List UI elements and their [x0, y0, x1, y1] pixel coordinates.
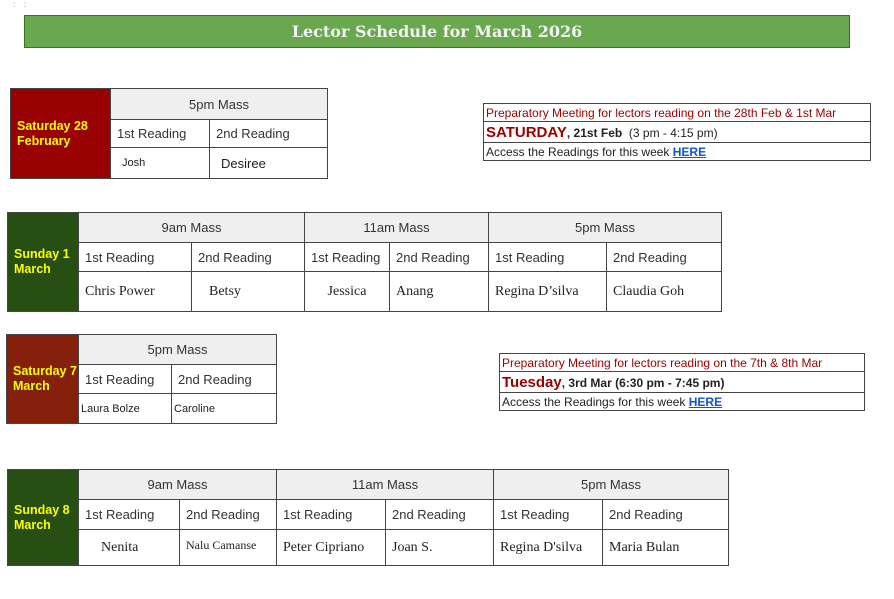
second-reader: Caroline: [172, 394, 277, 424]
meeting-heading: Preparatory Meeting for lectors reading on the 28th Feb & 1st Mar: [484, 104, 871, 122]
second-reader: Claudia Goh: [607, 272, 722, 312]
page-title: Lector Schedule for March 2026: [24, 15, 850, 48]
first-reading-label: 1st Reading: [79, 500, 180, 530]
first-reading-label: 1st Reading: [79, 243, 192, 272]
second-reading-label: 2nd Reading: [386, 500, 494, 530]
meeting-day: Tuesday: [502, 373, 562, 391]
first-reading-label: 1st Reading: [305, 243, 390, 272]
access-text: Access the Readings for this week: [502, 394, 689, 409]
day-label: Sunday 1 March: [8, 213, 79, 312]
second-reading-label: 2nd Reading: [390, 243, 489, 272]
first-reader: Laura Bolze: [79, 394, 172, 424]
meeting-day: SATURDAY: [486, 123, 567, 141]
second-reading-label: 2nd Reading: [180, 500, 277, 530]
second-reader: Joan S.: [386, 530, 494, 566]
first-reader: Jessica: [305, 272, 390, 312]
first-reader: Chris Power: [79, 272, 192, 312]
meeting-time: (3 pm - 4:15 pm): [622, 125, 718, 140]
day-label: Saturday 28 February: [11, 89, 111, 179]
readings-link[interactable]: HERE: [688, 394, 723, 409]
meeting-heading: Preparatory Meeting for lectors reading on the 7th & 8th Mar: [500, 354, 865, 372]
first-reading-label: 1st Reading: [494, 500, 603, 530]
first-reading-label: 1st Reading: [489, 243, 607, 272]
mass-header: 11am Mass: [277, 470, 494, 500]
second-reading-label: 2nd Reading: [210, 120, 328, 148]
drag-handle-icon[interactable]: ⋮⋮: [9, 0, 31, 9]
meeting-date: , 21st Feb: [566, 125, 623, 140]
mass-header: 5pm Mass: [79, 335, 277, 365]
mass-header: 9am Mass: [79, 470, 277, 500]
day-label: Saturday 7 March: [7, 335, 79, 424]
second-reader: Maria Bulan: [603, 530, 729, 566]
mass-header: 11am Mass: [305, 213, 489, 243]
schedule-table-sun-1-mar: [7, 212, 722, 312]
meeting-date: , 3rd Mar: [561, 375, 612, 390]
first-reader: Regina D’silva: [489, 272, 607, 312]
schedule-table-sat-7-mar: [6, 334, 277, 424]
meeting-box-1: [483, 103, 871, 161]
mass-header: 5pm Mass: [494, 470, 729, 500]
second-reading-label: 2nd Reading: [172, 365, 277, 394]
mass-header: 9am Mass: [79, 213, 305, 243]
first-reading-label: 1st Reading: [277, 500, 386, 530]
readings-link[interactable]: HERE: [672, 144, 707, 159]
first-reader: Regina D'silva: [494, 530, 603, 566]
second-reader: Nalu Camanse: [180, 530, 277, 566]
second-reading-label: 2nd Reading: [607, 243, 722, 272]
second-reading-label: 2nd Reading: [192, 243, 305, 272]
meeting-time: (6:30 pm - 7:45 pm): [611, 375, 725, 390]
mass-header: 5pm Mass: [489, 213, 722, 243]
second-reader: Desiree: [210, 148, 328, 179]
second-reading-label: 2nd Reading: [603, 500, 729, 530]
meeting-box-2: [499, 353, 865, 411]
first-reader: Nenita: [79, 530, 180, 566]
first-reading-label: 1st Reading: [111, 120, 210, 148]
schedule-table-sun-8-mar: [7, 469, 729, 566]
schedule-table-sat-28-feb: [10, 88, 328, 179]
first-reader: Peter Cipriano: [277, 530, 386, 566]
access-text: Access the Readings for this week: [486, 144, 673, 159]
mass-header: 5pm Mass: [111, 89, 328, 120]
first-reading-label: 1st Reading: [79, 365, 172, 394]
first-reader: Josh: [111, 148, 210, 179]
day-label: Sunday 8 March: [8, 470, 79, 566]
second-reader: Betsy: [192, 272, 305, 312]
second-reader: Anang: [390, 272, 489, 312]
